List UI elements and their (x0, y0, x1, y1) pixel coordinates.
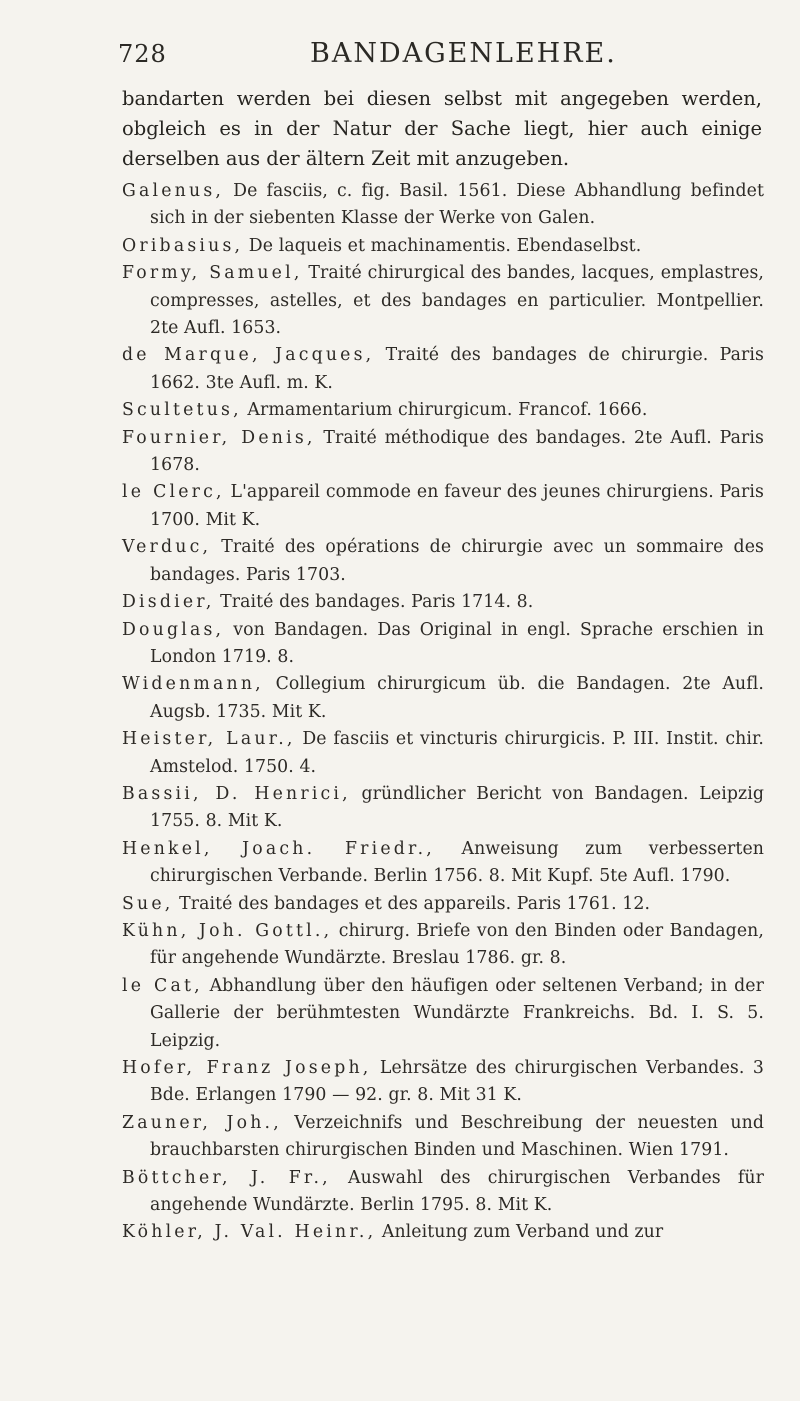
bibliography-entry (122, 781, 764, 836)
bibliography-entry (122, 973, 764, 1055)
entry-text: Armamentarium chirurgicum. Francof. 1666. (241, 400, 648, 421)
bibliography-entry (122, 726, 764, 781)
entry-author: Zauner, Joh., (122, 1112, 282, 1133)
entry-text: Traité méthodique des bandages. 2te Aufl. Paris 1678. (150, 427, 764, 476)
entry-text: Traité des opérations de chirurgie avec un sommaire des bandages. Paris 1703. (150, 537, 764, 585)
entry-author: Henkel, Joach. Friedr., (122, 838, 435, 859)
running-title: BANDAGENLEHRE. (310, 38, 617, 69)
entry-text: De fasciis, c. fig. Basil. 1561. Diese Abhandlung befindet sich in der siebenten Klasse der Werke von Galen. (150, 181, 764, 229)
entry-author: Widenmann, (122, 674, 264, 695)
entry-text: Abhandlung über den häufigen oder seltenen Verband; in der Gallerie der berühmtesten Wundärzte Frankreichs. Bd. I. S. 5. Leipzig. (150, 975, 764, 1051)
intro-text: bandarten werden bei diesen selbst mit angegeben werden, obgleich es in der Natur der Sache liegt, hier auch einige derselben aus der ältern Zeit mit anzugeben. (122, 87, 762, 170)
bibliography-entry (122, 836, 764, 891)
entry-text: L'appareil commode en faveur des jeunes chirurgiens. Paris 1700. Mit K. (150, 482, 764, 530)
bibliography-entry (122, 918, 764, 973)
entry-author: Köhler, J. Val. Heinr., (122, 1222, 377, 1243)
entry-text: Traité chirurgical des bandes, lacques, emplastres, compresses, astelles, et des bandages en particulier. Montpellier. 2te Aufl. 1653. (150, 263, 765, 339)
entry-author: Formy, Samuel, (122, 263, 303, 284)
entry-author: de Marque, Jacques, (122, 345, 375, 366)
page-header (118, 38, 758, 82)
page-number: 728 (118, 40, 167, 68)
bibliography-entry (122, 397, 764, 424)
bibliography-entry (122, 178, 764, 233)
entry-text: chirurg. Briefe von den Binden oder Bandagen, für angehende Wundärzte. Breslau 1786. gr. 8. (150, 920, 764, 969)
bibliography-entry (122, 1055, 764, 1110)
entry-text: Verzeichnifs und Beschreibung der neuesten und brauchbarsten chirurgischen Binden und Maschinen. Wien 1791. (150, 1112, 764, 1161)
entry-text: Auswahl des chirurgischen Verbandes für angehende Wundärzte. Berlin 1795. 8. Mit K. (150, 1167, 764, 1216)
entry-author: le Clerc, (122, 482, 225, 503)
entry-text: De laqueis et machinamentis. Ebendaselbst. (243, 235, 642, 256)
entry-author: Disdier, (122, 592, 215, 613)
entry-text: Traité des bandages et des appareils. Paris 1761. 12. (173, 893, 651, 914)
entry-author: Douglas, (122, 619, 225, 640)
entry-text: De fasciis et vincturis chirurgicis. P. III. Instit. chir. Amstelod. 1750. 4. (150, 729, 765, 777)
entry-text: von Bandagen. Das Original in engl. Sprache erschien in London 1719. 8. (150, 619, 764, 667)
entry-author: Bassii, D. Henrici, (122, 783, 351, 804)
bibliography-list (122, 178, 764, 1247)
bibliography-entry (122, 671, 764, 726)
entry-author: Oribasius, (122, 235, 244, 256)
bibliography-entry (122, 534, 764, 589)
entry-author: Fournier, Denis, (122, 427, 316, 448)
entry-author: Scultetus, (122, 400, 242, 421)
bibliography-entry (122, 260, 764, 342)
bibliography-entry (122, 425, 764, 480)
entry-author: Sue, (122, 893, 174, 914)
entry-text: gründlicher Bericht von Bandagen. Leipzig 1755. 8. Mit K. (150, 783, 764, 832)
bibliography-entry (122, 233, 764, 260)
bibliography-entry (122, 1165, 764, 1220)
entry-author: Heister, Laur., (122, 729, 296, 750)
intro-paragraph (122, 84, 762, 174)
bibliography-entry (122, 479, 764, 534)
bibliography-entry (122, 617, 764, 672)
bibliography-entry (122, 891, 764, 918)
entry-text: Anleitung zum Verband und zur (376, 1222, 664, 1243)
entry-author: le Cat, (122, 975, 203, 996)
bibliography-entry (122, 1219, 764, 1246)
entry-author: Kühn, Joh. Gottl., (122, 920, 333, 941)
entry-author: Hofer, Franz Joseph, (122, 1058, 372, 1078)
entry-text: Anweisung zum verbesserten chirurgischen Verbande. Berlin 1756. 8. Mit Kupf. 5te Aufl. 1790. (150, 838, 764, 887)
entry-author: Galenus, (122, 181, 225, 201)
entry-author: Böttcher, J. Fr., (122, 1167, 331, 1188)
entry-author: Verduc, (122, 537, 212, 558)
entry-text: Collegium chirurgicum üb. die Bandagen. 2te Aufl. Augsb. 1735. Mit K. (150, 674, 764, 722)
bibliography-entry (122, 589, 764, 616)
entry-text: Lehrsätze des chirurgischen Verbandes. 3 Bde. Erlangen 1790 — 92. gr. 8. Mit 31 K. (150, 1058, 764, 1106)
entry-text: Traité des bandages de chirurgie. Paris 1662. 3te Aufl. m. K. (150, 345, 764, 393)
entry-text: Traité des bandages. Paris 1714. 8. (214, 592, 534, 613)
bibliography-entry (122, 342, 764, 397)
bibliography-entry (122, 1110, 764, 1165)
